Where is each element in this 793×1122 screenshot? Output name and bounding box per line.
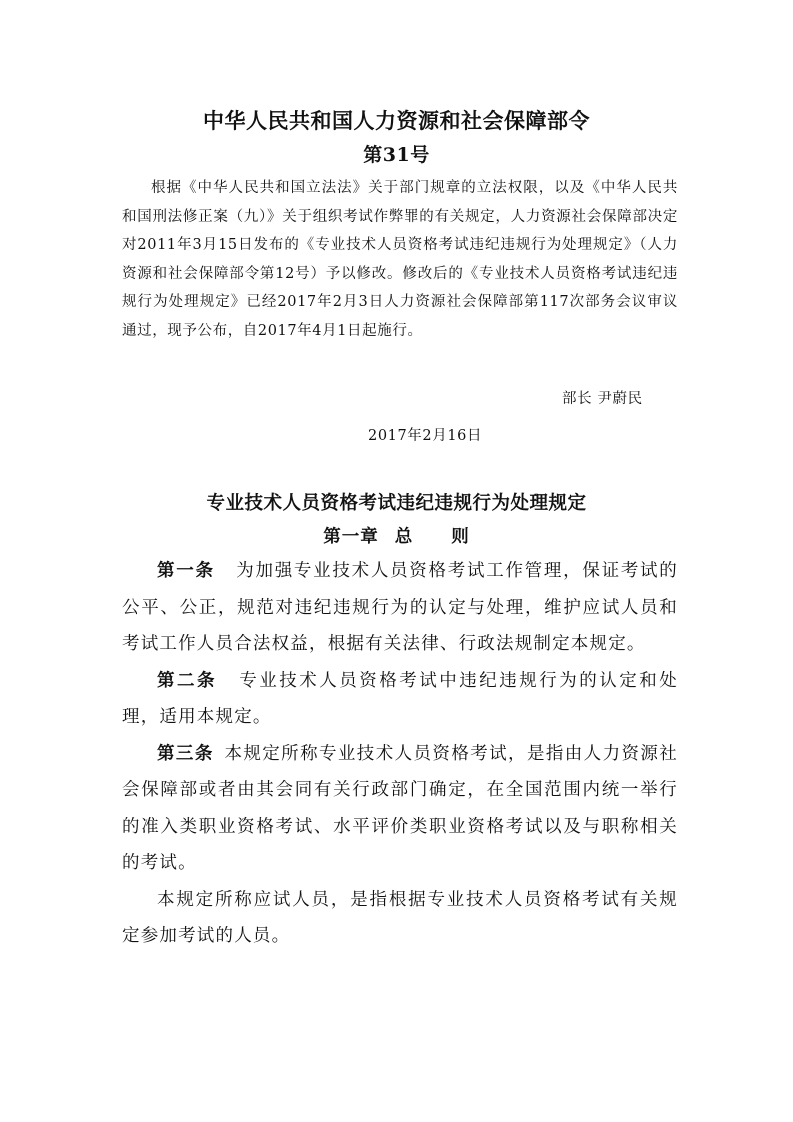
decree-title: 中华人民共和国人力资源和社会保障部令 <box>203 108 590 133</box>
chapter-name-part-1: 总 <box>394 527 414 547</box>
article-text: 为加强专业技术人员资格考试工作管理，保证考试的公平、公正，规范对违纪违规行为的认定与处理，维护应试人员和考试工作人员合法权益，根据有关法律、行政法规制定本规定。 <box>122 561 678 654</box>
chapter-heading <box>0 523 793 548</box>
article-1 <box>122 553 678 663</box>
regulation-title: 专业技术人员资格考试违纪违规行为处理规定 <box>206 493 587 514</box>
article-2 <box>122 663 678 736</box>
article-3-paragraph: 本规定所称应试人员，是指根据专业技术人员资格考试有关规定参加考试的人员。 <box>122 889 678 946</box>
decree-preamble-block <box>122 174 678 345</box>
decree-number: 第31号 <box>363 144 430 166</box>
decree-date: 2017年2月16日 <box>368 428 483 444</box>
article-3 <box>122 736 678 882</box>
articles-body <box>122 553 678 955</box>
decree-preamble: 根据《中华人民共和国立法法》关于部门规章的立法权限，以及《中华人民共和国刑法修正案（九）》关于组织考试作弊罪的有关规定，人力资源社会保障部决定对2011年3月15日发布的《专业技术人员资格考试违纪违规行为处理规定》（人力资源和社会保障部令第12号）予以修改。修改后的《专业技术人员资格考试违纪违规行为处理规定》已经2017年2月3日人力资源社会保障部第117次部务会议审议通过，现予公布，自2017年4月1日起施行。 <box>122 180 678 339</box>
chapter-label: 第一章 <box>323 527 379 547</box>
article-label: 第一条 <box>157 561 215 581</box>
article-text: 专业技术人员资格考试中违纪违规行为的认定和处理，适用本规定。 <box>122 670 678 727</box>
chapter-name-part-2: 则 <box>451 527 470 547</box>
signatory: 部长 尹蔚民 <box>562 391 643 407</box>
article-text: 本规定所称专业技术人员资格考试，是指由人力资源社会保障部或者由其会同有关行政部门确定，在全国范围内统一举行的准入类职业资格考试、水平评价类职业资格考试以及与职称相关的考试。 <box>122 743 678 873</box>
article-label: 第二条 <box>157 670 217 691</box>
article-label: 第三条 <box>157 743 214 764</box>
